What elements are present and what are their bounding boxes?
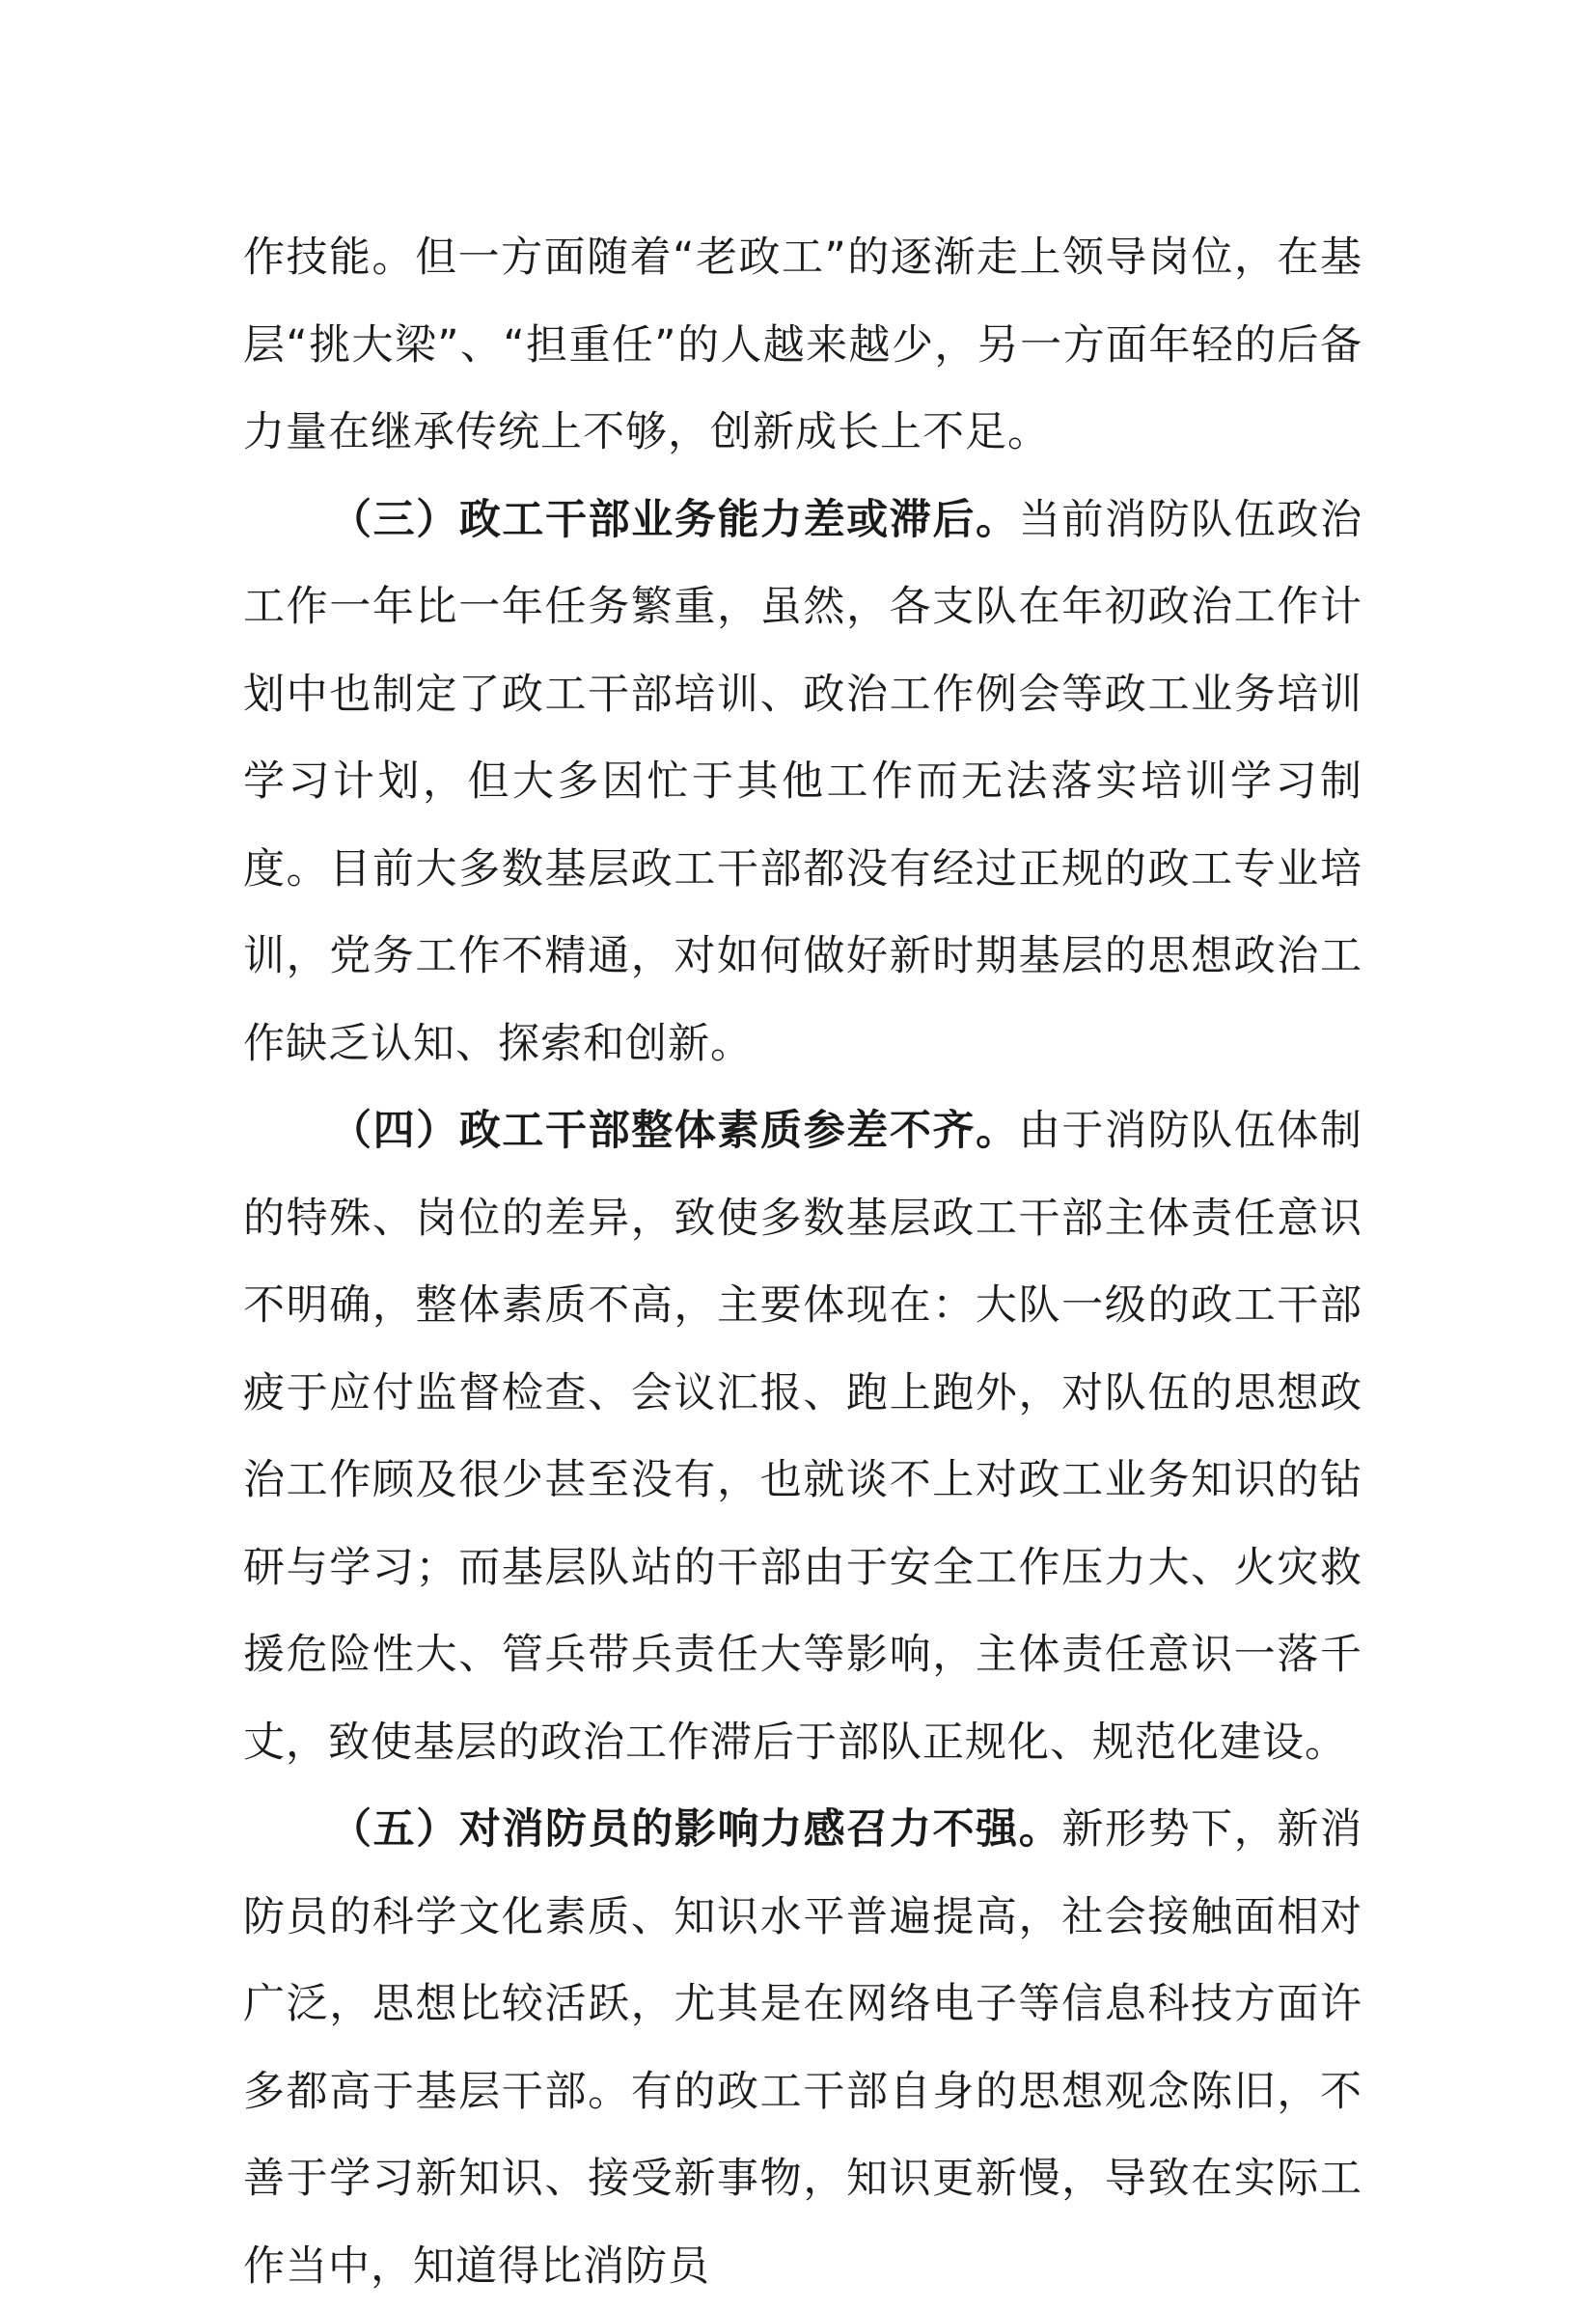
paragraph-text: 由于消防队伍体制的特殊、岗位的差异，致使多数基层政工干部主体责任意识不明确，整体素质不高，主要体现在：大队一级的政工干部疲于应付监督检查、会议汇报、跑上跑外，对队伍的思想政治工作顾及很少甚至没有，也就谈不上对政工业务知识的钻研与学习；而基层队站的干部由于安全工作压力大、火灾救援危险性大、管兵带兵责任大等影响，主体责任意识一落千丈，致使基层的政治工作滞后于部队正规化、规范化建设。 <box>243 1107 1363 1767</box>
paragraph-section-3 <box>243 477 1362 1088</box>
paragraph-text: 当前消防队伍政治工作一年比一年任务繁重，虽然，各支队在年初政治工作计划中也制定了政工干部培训、政治工作例会等政工业务培训学习计划，但大多因忙于其他工作而无法落实培训学习制度。目前大多数基层政工干部都没有经过正规的政工专业培训，党务工作不精通，对如何做好新时期基层的思想政治工作缺乏认知、探索和创新。 <box>243 495 1363 1068</box>
paragraph-heading: （五）对消防员的影响力感召力不强。 <box>330 1805 1062 1854</box>
document-page <box>243 214 1362 2310</box>
paragraph-heading: （三）政工干部业务能力差或滞后。 <box>330 495 1019 544</box>
paragraph-section-5 <box>243 1786 1362 2310</box>
paragraph-text: 新形势下，新消防员的科学文化素质、知识水平普遍提高，社会接触面相对广泛，思想比较活跃，尤其是在网络电子等信息科技方面许多都高于基层干部。有的政工干部自身的思想观念陈旧，不善于学习新知识、接受新事物，知识更新慢，导致在实际工作当中，知道得比消防员 <box>243 1805 1363 2291</box>
paragraph-continuation <box>243 214 1362 477</box>
paragraph-text: 作技能。但一方面随着“老政工”的逐渐走上领导岗位，在基层“挑大梁”、“担重任”的人越来越少，另一方面年轻的后备力量在继承传统上不够，创新成长上不足。 <box>243 234 1362 456</box>
paragraph-heading: （四）政工干部整体素质参差不齐。 <box>330 1107 1019 1155</box>
paragraph-section-4 <box>243 1087 1362 1786</box>
